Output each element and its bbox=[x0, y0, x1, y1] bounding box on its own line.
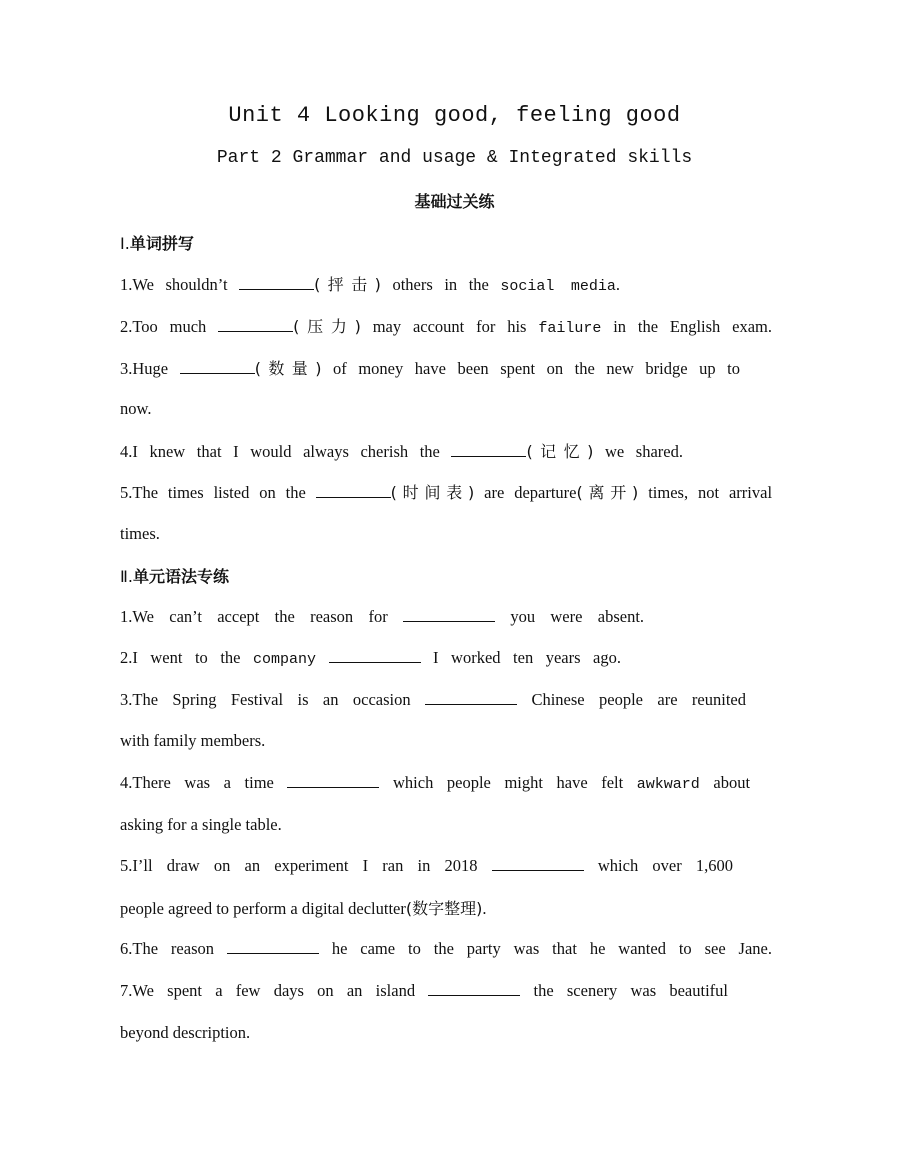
hint: (压力) bbox=[293, 317, 361, 336]
exercise-item-continued: with family members. bbox=[120, 731, 266, 750]
exercise-item-continued: now. bbox=[120, 399, 152, 418]
exercise-item: 3.The Spring Festival is an occasion Chinese people are reunited bbox=[120, 690, 746, 709]
exercise-item: 2.Too much (压力) may account for his failure in the English exam. bbox=[120, 317, 773, 337]
answer-blank[interactable] bbox=[428, 981, 520, 996]
page-title: Unit 4 Looking good, feeling good bbox=[228, 103, 681, 128]
answer-blank[interactable] bbox=[227, 939, 319, 954]
answer-blank[interactable] bbox=[403, 607, 495, 622]
answer-blank[interactable] bbox=[451, 442, 526, 457]
exercise-item: 2.I went to the company I worked ten years ago. bbox=[120, 648, 622, 668]
answer-blank[interactable] bbox=[425, 690, 517, 705]
answer-blank[interactable] bbox=[492, 856, 584, 871]
exercise-item: 5.The times listed on the (时间表) are departure(离开) times, not arrival bbox=[120, 483, 773, 502]
answer-blank[interactable] bbox=[218, 317, 293, 332]
exercise-item-continued: asking for a single table. bbox=[120, 815, 282, 834]
section-2-title bbox=[120, 564, 229, 587]
exercise-item: 1.We can’t accept the reason for you were absent. bbox=[120, 607, 645, 626]
page-subtitle: Part 2 Grammar and usage & Integrated skills bbox=[216, 148, 693, 168]
section-number: Ⅱ. bbox=[120, 567, 133, 586]
exercise-item-continued: people agreed to perform a digital declutter(数字整理). bbox=[120, 899, 487, 918]
exercise-item: 1.We shouldn’t (抨击) others in the social media. bbox=[120, 275, 620, 295]
section-label: 单元语法专练 bbox=[132, 567, 229, 586]
answer-blank[interactable] bbox=[316, 483, 391, 498]
answer-blank[interactable] bbox=[329, 648, 421, 663]
exercise-item: 4.I knew that I would always cherish the (记忆) we shared. bbox=[120, 442, 683, 461]
exercise-item-continued: times. bbox=[120, 524, 160, 543]
hint: (数量) bbox=[254, 359, 322, 378]
hint: (抨击) bbox=[314, 275, 381, 294]
exercise-item: 3.Huge (数量) of money have been spent on the new bridge up to bbox=[120, 359, 740, 378]
answer-blank[interactable] bbox=[287, 773, 379, 788]
section-number: Ⅰ. bbox=[120, 234, 130, 253]
section-1-title bbox=[120, 231, 194, 254]
exercise-item: 7.We spent a few days on an island the scenery was beautiful bbox=[120, 981, 729, 1000]
exercise-item: 5.I’ll draw on an experiment I ran in 2018 which over 1,600 bbox=[120, 856, 733, 875]
hint: (离开) bbox=[576, 483, 639, 502]
section-label: 单词拼写 bbox=[129, 234, 194, 253]
answer-blank[interactable] bbox=[180, 359, 255, 374]
exercise-item: 6.The reason he came to the party was that he wanted to see Jane. bbox=[120, 939, 772, 958]
section-heading: 基础过关练 bbox=[414, 192, 495, 211]
exercise-item-continued: beyond description. bbox=[120, 1023, 251, 1042]
answer-blank[interactable] bbox=[239, 275, 314, 290]
hint: (数字整理) bbox=[405, 899, 483, 918]
exercise-item: 4.There was a time which people might have felt awkward about bbox=[120, 773, 751, 793]
hint: (记忆) bbox=[526, 442, 594, 461]
hint: (时间表) bbox=[390, 483, 475, 502]
